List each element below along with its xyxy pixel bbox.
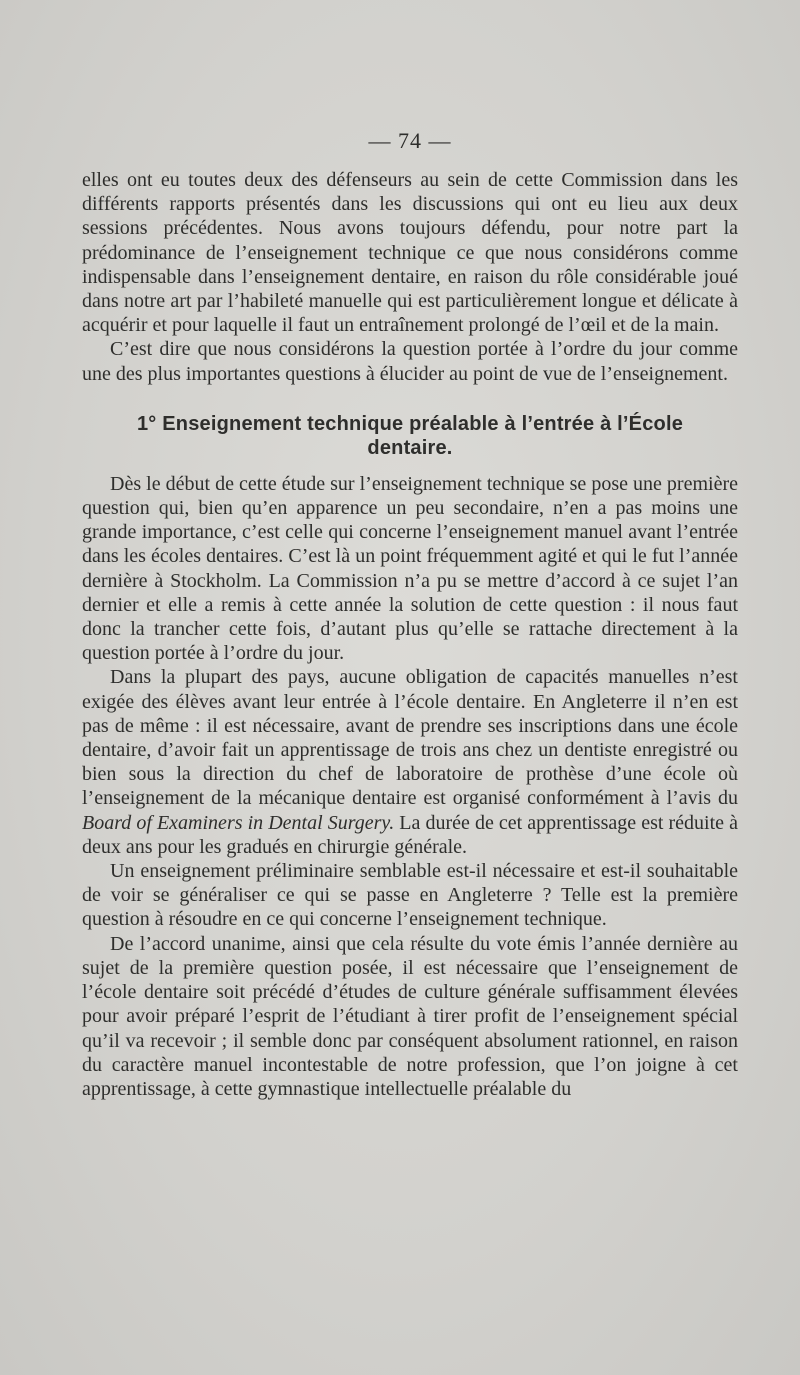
paragraph-text: La durée de cet apprentissage est réduite à deux ans pour les gradués en chirurgie générale. [82,811,738,858]
section-heading: 1° Enseignement technique préalable à l’entrée à l’École dentaire. [136,412,684,459]
body-paragraph: Dès le début de cette étude sur l’enseignement technique se pose une première question qui, bien qu’en apparence un peu secondaire, n’en a pas moins une grande importance, c’est celle qui concerne l’enseignement manuel avant l’entrée dans les écoles dentaires. C’est là un point fréquemment agité et qui le fut l’année dernière à Stockholm. La Commission n’a pu se mettre d’accord à ce sujet l’an dernier et elle a remis à cette année la solution de cette question : il nous faut donc la trancher cette fois, d’autant plus qu’elle se rattache directement à la question portée à l’ordre du jour. [82,472,738,665]
page-content [82,128,738,1101]
body-paragraph [82,665,738,859]
page-number: — 74 — [368,128,452,153]
italic-title: Board of Examiners in Dental Surgery. [82,811,395,834]
body-paragraph: C’est dire que nous considérons la question portée à l’ordre du jour comme une des plus importantes questions à élucider au point de vue de l’enseignement. [82,338,738,385]
paragraph-text: Dans la plupart des pays, aucune obligation de capacités manuelles n’est exigée des élèves avant leur entrée à l’école dentaire. En Angleterre il n’en est pas de même : il est nécessaire, avant de prendre ses inscriptions dans une école dentaire, d’avoir fait un apprentissage de trois ans chez un dentiste enregistré ou bien sous la direction du chef de laboratoire de prothèse d’une école où l’enseignement de la mécanique dentaire est organisé conformément à l’avis du [82,666,738,810]
body-paragraph: elles ont eu toutes deux des défenseurs au sein de cette Commission dans les différents rapports présentés dans les discussions qui ont eu lieu aux deux sessions précédentes. Nous avons toujours défendu, pour notre part la prédominance de l’enseignement technique ce que nous considérons comme indispensable dans l’enseignement dentaire, en raison du rôle considérable joué dans notre art par l’habileté manuelle qui est particulièrement longue et délicate à acquérir et pour laquelle il faut un entraînement prolongé de l’œil et de la main. [82,169,738,337]
body-paragraph: De l’accord unanime, ainsi que cela résulte du vote émis l’année dernière au sujet de la première question posée, il est nécessaire que l’enseignement de l’école dentaire soit précédé d’études de culture générale suffisamment élevées pour avoir préparé l’esprit de l’étudiant à tirer profit de l’enseignement spécial qu’il va recevoir ; il semble donc par conséquent absolument rationnel, en raison du caractère manuel incontestable de notre profession, que l’on joigne à cet apprentissage, à cette gymnastique intellectuelle préalable du [82,932,738,1100]
body-paragraph: Un enseignement préliminaire semblable est-il nécessaire et est-il souhaitable de voir se généraliser ce qui se passe en Angleterre ? Telle est la première question à résoudre en ce qui concerne l’enseignement technique. [82,860,738,931]
